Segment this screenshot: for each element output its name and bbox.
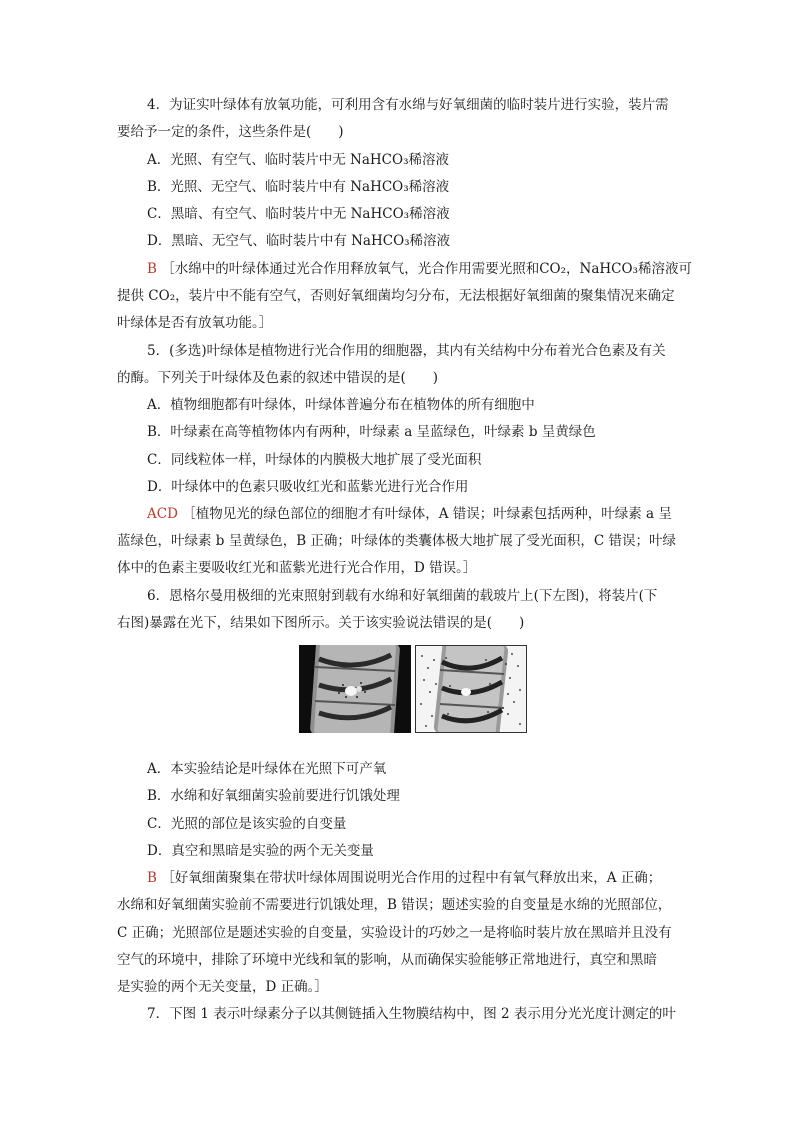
q6-explanation-line-3: C 正确；光照部位是题述实验的自变量，实验设计的巧妙之一是将临时装片放在黑暗并且没有 bbox=[117, 925, 672, 941]
q6-stem-line-1: 6．恩格尔曼用极细的光束照射到载有水绵和好氧细菌的载玻片上(下左图)，将装片(下 bbox=[147, 588, 658, 604]
q5-explanation-text-1: ［植物见光的绿色部位的细胞才有叶绿体，A 错误；叶绿素包括两种，叶绿素 a 呈 bbox=[182, 506, 672, 522]
q6-explanation-text-1: ［好氧细菌聚集在带状叶绿体周围说明光合作用的过程中有氧气释放出来，A 正确； bbox=[161, 870, 662, 886]
q4-explanation-line-2: 提供 CO₂，装片中不能有空气，否则好氧细菌均匀分布，无法根据好氧细菌的聚集情况来确定 bbox=[117, 288, 675, 304]
q5-explanation-line-1 bbox=[147, 505, 672, 523]
q6-answer: B bbox=[147, 870, 157, 886]
q4-option-d: D．黑暗、无空气、临时装片中有 NaHCO₃稀溶液 bbox=[147, 233, 451, 249]
q5-explanation-line-2: 蓝绿色，叶绿素 b 呈黄绿色，B 正确；叶绿体的类囊体极大地扩展了受光面积，C 错误；叶绿 bbox=[117, 533, 677, 549]
q4-option-a: A．光照、有空气、临时装片中无 NaHCO₃稀溶液 bbox=[147, 152, 449, 168]
q5-option-c: C．同线粒体一样，叶绿体的内膜极大地扩展了受光面积 bbox=[147, 452, 482, 468]
q5-option-a: A．植物细胞都有叶绿体，叶绿体普遍分布在植物体的所有细胞中 bbox=[147, 397, 535, 413]
q7-stem-line-1: 7．下图 1 表示叶绿素分子以其侧链插入生物膜结构中，图 2 表示用分光光度计测定的叶 bbox=[147, 1006, 676, 1022]
q5-option-b: B．叶绿素在高等植物体内有两种，叶绿素 a 呈蓝绿色，叶绿素 b 呈黄绿色 bbox=[147, 424, 596, 440]
spirogyra-dark-image bbox=[299, 645, 411, 733]
spirogyra-light-image bbox=[416, 646, 526, 732]
q4-option-c: C．黑暗、有空气、临时装片中无 NaHCO₃稀溶液 bbox=[147, 206, 450, 222]
q5-explanation-line-3: 体中的色素主要吸收红光和蓝紫光进行光合作用，D 错误。］ bbox=[117, 560, 477, 576]
figure-right-panel bbox=[415, 645, 527, 733]
figure-left-panel bbox=[299, 645, 411, 733]
q5-stem-line-1: 5．(多选)叶绿体是植物进行光合作用的细胞器，其内有关结构中分布着光合色素及有关 bbox=[147, 343, 666, 359]
q6-explanation-line-5: 是实验的两个无关变量，D 正确。］ bbox=[117, 979, 328, 995]
q4-stem-line-1: 4．为证实叶绿体有放氧功能，可利用含有水绵与好氧细菌的临时装片进行实验，装片需 bbox=[147, 97, 669, 113]
engelmann-experiment-figure bbox=[299, 645, 527, 733]
q4-explanation-line-3: 叶绿体是否有放氧功能。］ bbox=[117, 315, 273, 331]
q5-stem-line-2: 的酶。下列关于叶绿体及色素的叙述中错误的是( ) bbox=[117, 370, 439, 386]
q4-stem-line-2: 要给予一定的条件，这些条件是( ) bbox=[117, 124, 344, 140]
q5-answer: ACD bbox=[147, 506, 178, 522]
q4-option-b: B．光照、无空气、临时装片中有 NaHCO₃稀溶液 bbox=[147, 179, 450, 195]
q6-stem-line-2: 右图)暴露在光下，结果如下图所示。关于该实验说法错误的是( ) bbox=[117, 615, 525, 631]
q6-option-b: B．水绵和好氧细菌实验前要进行饥饿处理 bbox=[147, 788, 400, 804]
q4-explanation-line-1 bbox=[147, 260, 692, 278]
q6-option-d: D．真空和黑暗是实验的两个无关变量 bbox=[147, 843, 374, 859]
q6-explanation-line-2: 水绵和好氧细菌实验前不需要进行饥饿处理，B 错误；题述实验的自变量是水绵的光照部位， bbox=[117, 897, 672, 913]
q6-explanation-line-4: 空气的环境中，排除了环境中光线和氧的影响，从而确保实验能够正常地进行，真空和黑暗 bbox=[117, 952, 657, 968]
q4-answer: B bbox=[147, 261, 157, 277]
q6-explanation-line-1 bbox=[147, 869, 661, 887]
q5-option-d: D．叶绿体中的色素只吸收红光和蓝紫光进行光合作用 bbox=[147, 479, 469, 495]
q4-explanation-text-1: ［水绵中的叶绿体通过光合作用释放氧气，光合作用需要光照和CO₂，NaHCO₃稀溶液可 bbox=[161, 261, 692, 277]
q6-option-c: C．光照的部位是该实验的自变量 bbox=[147, 816, 347, 832]
q6-option-a: A．本实验结论是叶绿体在光照下可产氧 bbox=[147, 761, 387, 777]
